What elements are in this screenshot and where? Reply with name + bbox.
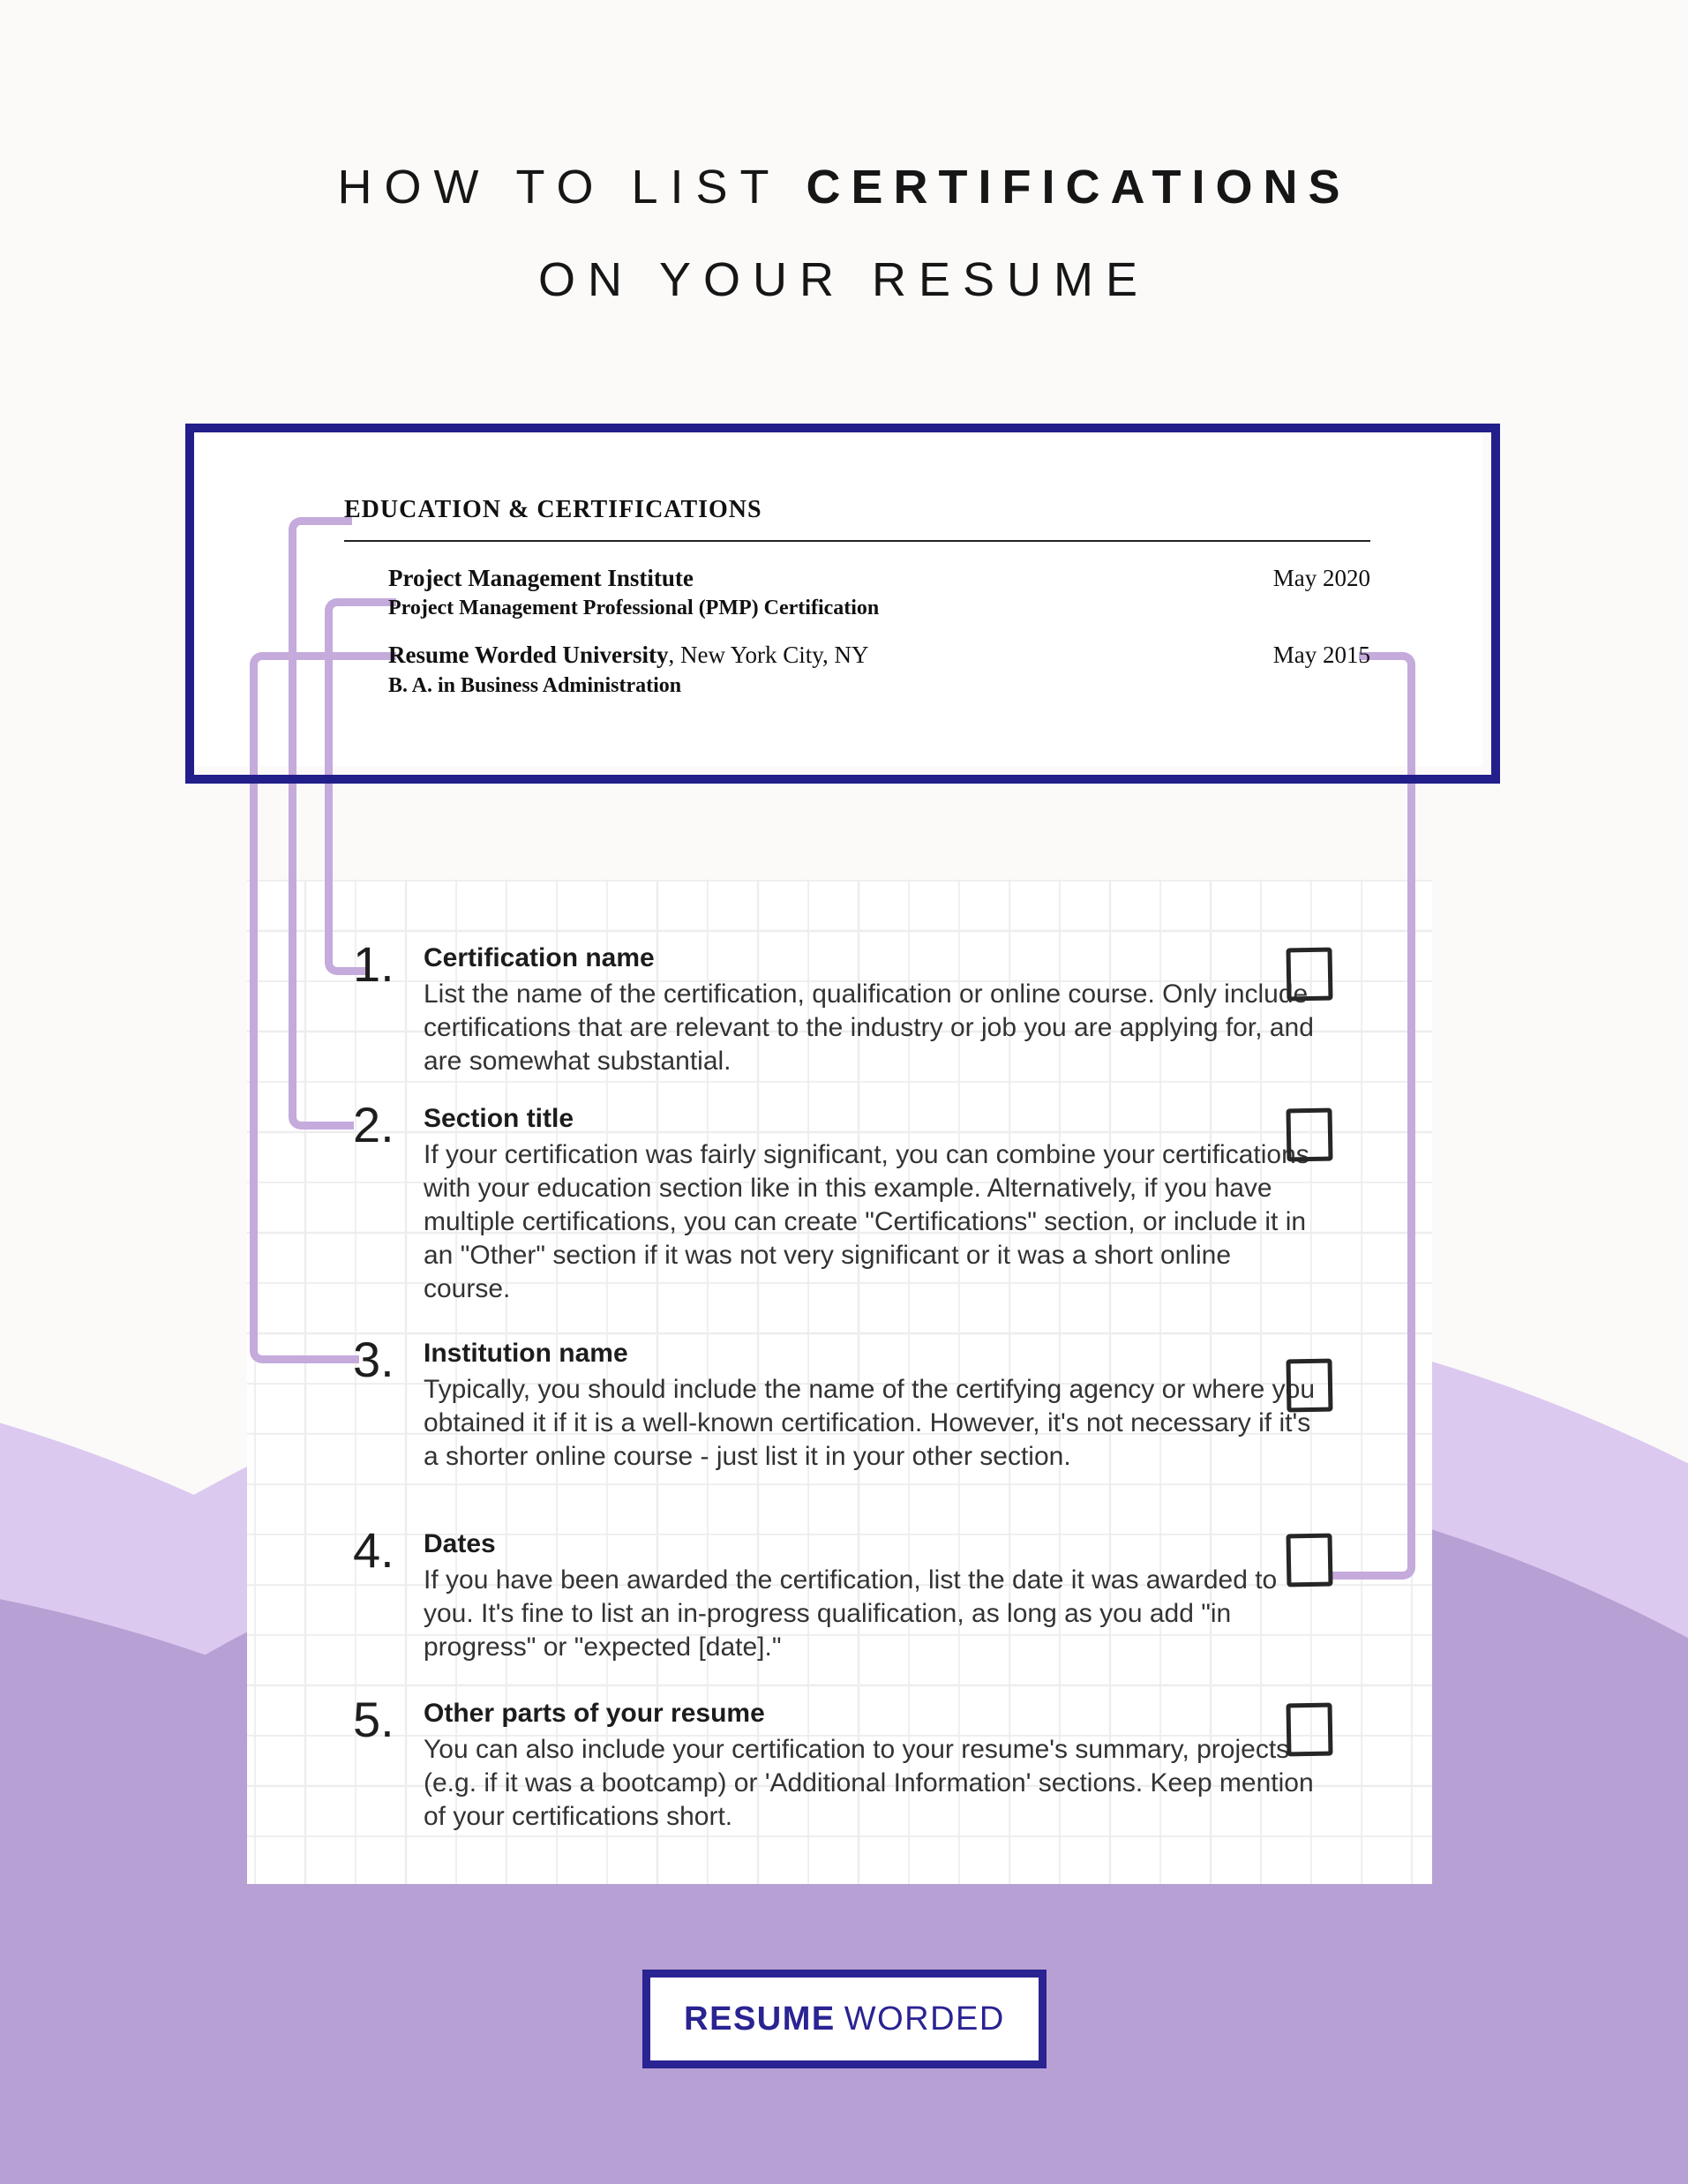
step-5-heading: Other parts of your resume	[424, 1699, 765, 1728]
resume-entry-1-name: Project Management Institute	[388, 565, 694, 591]
logo-text-regular: WORDED	[844, 2000, 1005, 2038]
checkbox-step-5[interactable]	[1286, 1703, 1332, 1757]
step-5-number: 5.	[353, 1692, 394, 1747]
resume-worded-logo[interactable]	[642, 1970, 1047, 2068]
step-2-number: 2.	[353, 1097, 394, 1152]
step-2-body: If your certification was fairly significant, you can combine your certifications with your education section like in this example. Alternatively, if you have multiple certifications, you can create "Certifications" section, or include it in an "Other" section if it was not very significant or it was a short online course.	[424, 1140, 1309, 1303]
resume-entry-2-name: Resume Worded University	[388, 642, 669, 668]
title-line2: ON YOUR RESUME	[537, 253, 1151, 306]
connector-dates-bottom	[1331, 917, 1415, 1580]
resume-entry-1	[388, 565, 1370, 592]
step-2-heading: Section title	[424, 1104, 574, 1133]
resume-entry-1-date: May 2020	[1272, 565, 1370, 591]
connector-institution-name-bottom	[250, 917, 359, 1363]
step-5-body: You can also include your certification to your resume's summary, projects (e.g. if it was a bootcamp) or 'Additional Information' sections. Keep mention of your certifications short.	[424, 1735, 1314, 1831]
resume-entry-1-subtitle: Project Management Professional (PMP) Certification	[388, 597, 880, 619]
resume-section-title: EDUCATION & CERTIFICATIONS	[344, 496, 762, 523]
step-1-heading: Certification name	[424, 943, 655, 972]
step-3-body: Typically, you should include the name of the certifying agency or where you obtained it if it is a well-known certification. However, it's not necessary if it's a shorter online course - just list it in your other section.	[424, 1375, 1316, 1471]
step-4-heading: Dates	[424, 1529, 496, 1558]
checkbox-step-4[interactable]	[1286, 1534, 1332, 1587]
page-title	[0, 141, 1688, 326]
logo-text-bold: RESUME	[684, 2000, 836, 2038]
resume-entry-2	[388, 642, 1370, 669]
step-3-heading: Institution name	[424, 1339, 628, 1368]
title-line1-regular: HOW TO LIST	[337, 161, 806, 214]
step-3-number: 3.	[353, 1332, 394, 1387]
resume-entry-2-rest: , New York City, NY	[668, 642, 869, 668]
step-1-number: 1.	[353, 936, 394, 992]
resume-entry-2-date: May 2015	[1272, 642, 1370, 668]
step-4-number: 4.	[353, 1522, 394, 1578]
title-line1-bold: CERTIFICATIONS	[806, 161, 1351, 214]
step-4-body: If you have been awarded the certification, list the date it was awarded to you. It's fine to list an in-progress qualification, as long as you add "in progress" or "expected [date]."	[424, 1565, 1278, 1662]
resume-entry-2-subtitle: B. A. in Business Administration	[388, 674, 682, 697]
step-1-body: List the name of the certification, qualification or online course. Only include certifications that are relevant to the industry or job you are applying for, and are somewhat substantial.	[424, 979, 1314, 1076]
resume-section-rule	[344, 540, 1370, 542]
checkbox-step-2[interactable]	[1286, 1108, 1332, 1162]
checkbox-step-3[interactable]	[1286, 1359, 1332, 1413]
checkbox-step-1[interactable]	[1286, 948, 1332, 1002]
connector-institution-name-top	[250, 652, 396, 925]
